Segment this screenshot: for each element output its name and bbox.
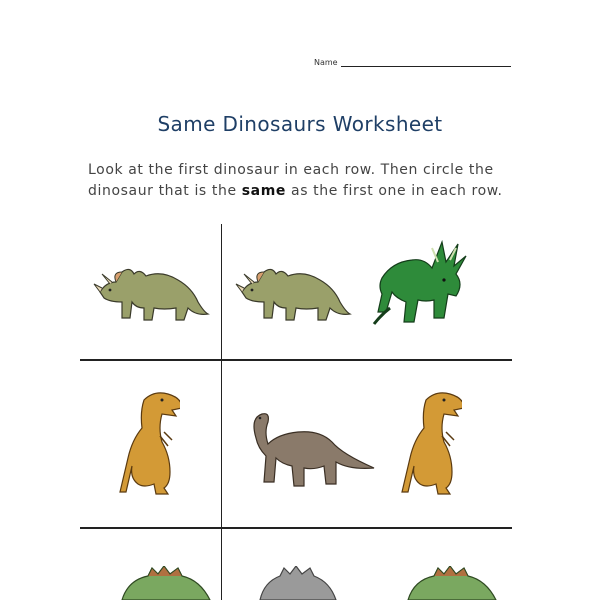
row-divider-1	[80, 359, 512, 361]
triceratops-target-image	[92, 262, 210, 324]
trex-target-image	[118, 388, 180, 498]
styracosaurus-choice-image[interactable]	[372, 238, 468, 328]
stegosaurus-choice-image[interactable]	[404, 566, 498, 600]
instructions-text-1: Look at the first dinosaur in each row. Then circle the dinosaur that is the	[88, 162, 494, 199]
trex-choice-image[interactable]	[400, 388, 462, 498]
name-label: Name	[314, 58, 338, 67]
row-divider-2	[80, 527, 512, 529]
instructions-text-2: as the first one in each row.	[285, 183, 503, 199]
name-field[interactable]	[314, 57, 511, 67]
triceratops-choice-image[interactable]	[234, 262, 352, 324]
instructions	[88, 160, 528, 202]
instructions-emphasis: same	[241, 183, 286, 199]
page-title: Same Dinosaurs Worksheet	[157, 112, 443, 136]
stegosaurus-gray-choice-image[interactable]	[256, 566, 340, 600]
brachiosaurus-choice-image[interactable]	[246, 408, 376, 492]
name-line[interactable]	[341, 57, 511, 67]
column-divider	[221, 224, 222, 600]
stegosaurus-target-image	[118, 566, 212, 600]
